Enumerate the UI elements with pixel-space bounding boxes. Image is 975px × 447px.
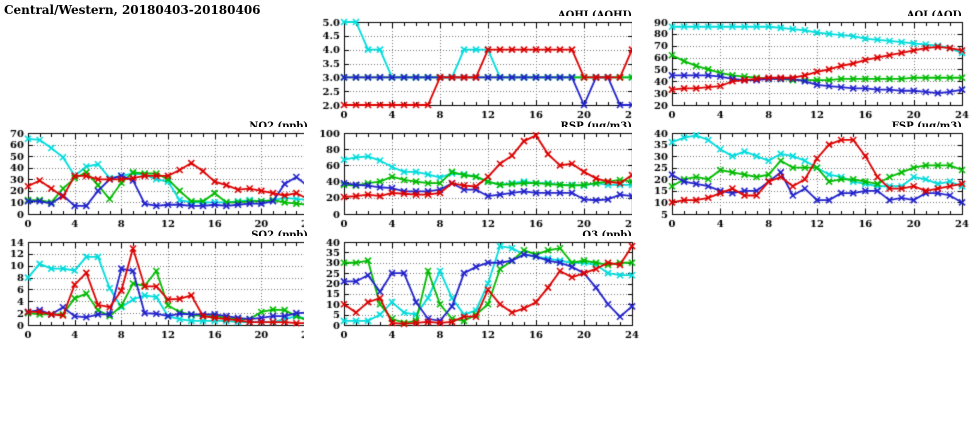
chart-aqhi <box>304 16 642 123</box>
chart-rsp <box>304 127 642 232</box>
page-title: Central/Western, 20180403-20180406 <box>4 3 261 17</box>
chart-aqi <box>632 16 972 123</box>
chart-o3 <box>304 236 642 343</box>
chart-fsp <box>632 127 972 232</box>
chart-so2 <box>0 236 318 343</box>
chart-no2 <box>0 127 318 232</box>
